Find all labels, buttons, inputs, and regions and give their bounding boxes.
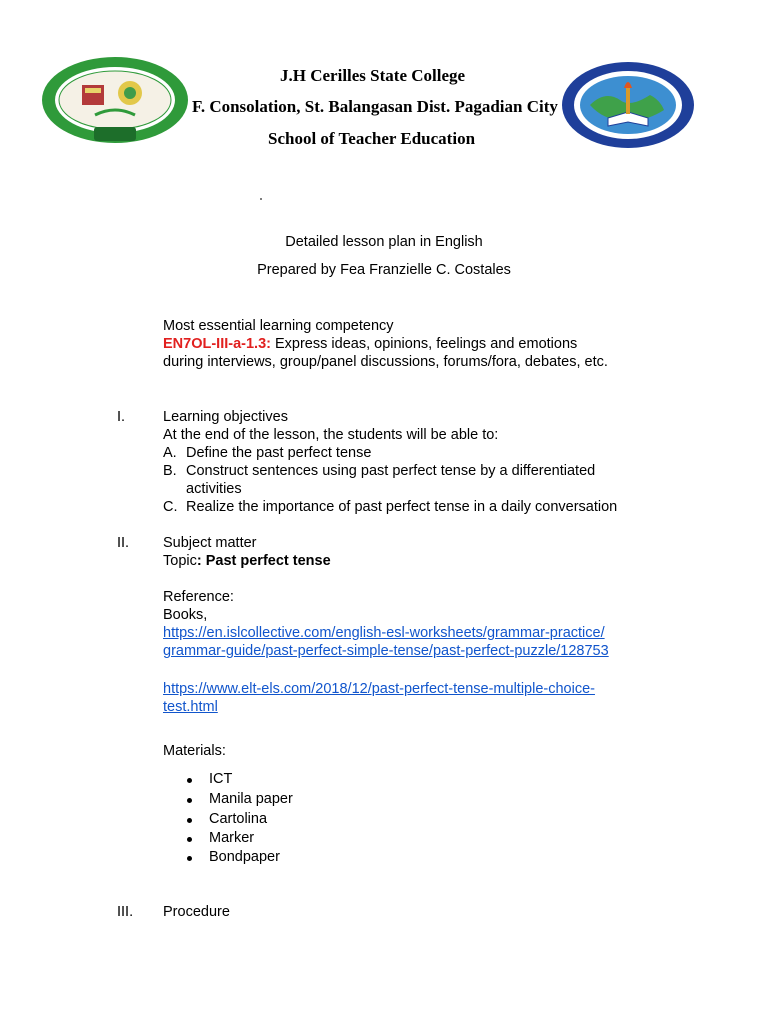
objective-b: Construct sentences using past perfect tense by a differentiated xyxy=(186,463,596,479)
school-name: School of Teacher Education xyxy=(268,129,476,148)
college-name: J.H Cerilles State College xyxy=(280,66,466,85)
objective-letter-a: A. xyxy=(163,445,177,461)
list-item: Marker xyxy=(209,830,255,846)
competency-line2: during interviews, group/panel discussions, forums/fora, debates, etc. xyxy=(163,354,608,370)
competency-line1 xyxy=(163,335,577,353)
materials-label: Materials: xyxy=(163,743,226,759)
lesson-plan-title: Detailed lesson plan in English xyxy=(285,234,483,250)
competency-code: EN7OL-III-a-1.3: xyxy=(163,336,271,352)
topic-line xyxy=(163,552,331,570)
reference-label: Reference: xyxy=(163,589,234,605)
reference-books: Books, xyxy=(163,607,208,623)
list-item: Bondpaper xyxy=(209,849,280,865)
reference-link-1-continued[interactable]: grammar-guide/past-perfect-simple-tense/past-perfect-puzzle/128753 xyxy=(163,643,609,659)
competency-heading: Most essential learning competency xyxy=(163,318,394,334)
objective-letter-b: B. xyxy=(163,463,177,479)
objective-c: Realize the importance of past perfect tense in a daily conversation xyxy=(186,499,618,515)
section1-number: I. xyxy=(117,409,126,425)
prepared-by: Prepared by Fea Franzielle C. Costales xyxy=(257,262,511,278)
objective-b-continued: activities xyxy=(186,481,242,497)
reference-link-1[interactable]: https://en.islcollective.com/english-esl-worksheets/grammar-practice/ xyxy=(163,625,605,641)
teacher-education-seal-logo xyxy=(560,60,696,150)
section2-heading: Subject matter xyxy=(163,535,257,551)
college-address: F. Consolation, St. Balangasan Dist. Pagadian City xyxy=(192,97,558,116)
section1-heading: Learning objectives xyxy=(163,409,288,425)
competency-text1: Express ideas, opinions, feelings and emotions xyxy=(270,336,578,352)
college-seal-logo xyxy=(40,55,190,145)
topic-value: : Past perfect tense xyxy=(196,553,331,569)
stray-mark xyxy=(260,198,262,200)
reference-link-2[interactable]: https://www.elt-els.com/2018/12/past-perfect-tense-multiple-choice- xyxy=(163,681,595,697)
section1-intro: At the end of the lesson, the students will be able to: xyxy=(163,427,499,443)
list-item: Cartolina xyxy=(209,811,268,827)
objective-a: Define the past perfect tense xyxy=(186,445,372,461)
section3-number: III. xyxy=(117,904,134,920)
objective-letter-c: C. xyxy=(163,499,178,515)
reference-link-2-continued[interactable]: test.html xyxy=(163,699,218,715)
list-item: Manila paper xyxy=(209,791,293,807)
section2-number: II. xyxy=(117,535,130,551)
topic-label: Topic xyxy=(163,553,197,569)
list-item: ICT xyxy=(209,771,233,787)
section3-heading: Procedure xyxy=(163,904,230,920)
